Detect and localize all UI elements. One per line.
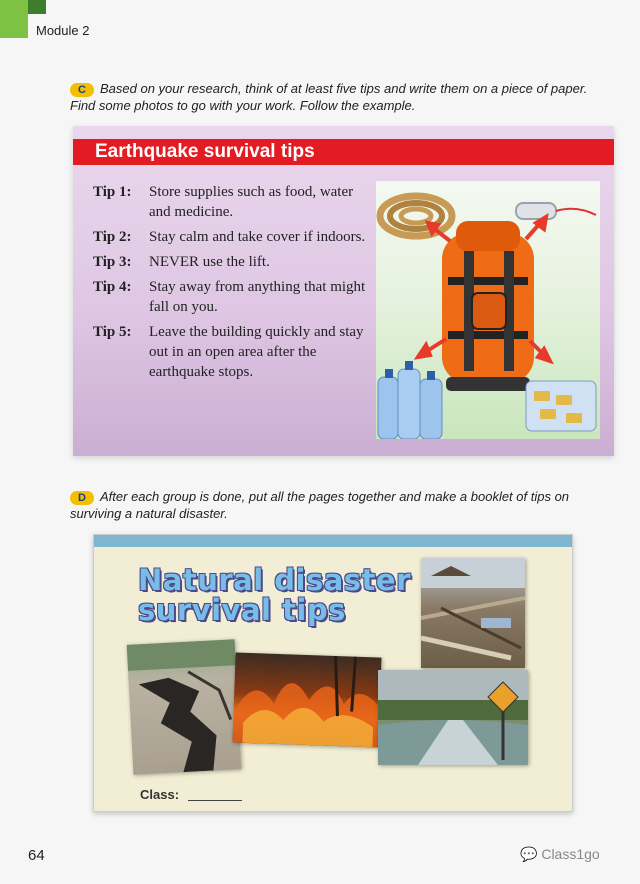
- tip-item: [93, 227, 368, 247]
- debris-illustration: [421, 558, 525, 668]
- page-number: 64: [28, 847, 45, 864]
- tip-label: Tip 2:: [93, 229, 132, 245]
- tip-item: [93, 277, 368, 317]
- section-c-badge: C: [70, 83, 94, 97]
- section-d-badge: D: [70, 491, 94, 505]
- food-pack-icon: [526, 381, 596, 431]
- cracked-road-photo: [127, 639, 242, 774]
- water-bottles-icon: [378, 361, 442, 439]
- earthquake-tips-panel: [73, 126, 614, 456]
- tip-label: Tip 1:: [93, 184, 132, 200]
- cracked-road-illustration: [127, 639, 242, 774]
- backpack-icon: [442, 221, 534, 391]
- rope-icon: [380, 196, 452, 236]
- instruction-d-text: After each group is done, put all the pages together and make a booklet of tips on surviving a natural disaster.: [70, 489, 570, 521]
- tip-text: Leave the building quickly and stay out in an open area after the earthquake stops.: [149, 324, 364, 380]
- wildfire-illustration: [232, 652, 381, 747]
- chat-icon: 💬: [520, 846, 538, 862]
- tip-text: NEVER use the lift.: [149, 254, 270, 270]
- tip-text: Stay away from anything that might fall on you.: [149, 279, 366, 315]
- tip-item: [93, 322, 368, 382]
- earthquake-header-bar: [73, 139, 614, 165]
- instruction-c-text: Based on your research, think of at least five tips and write them on a piece of paper. Find some photos to go with your work. Follow the example.: [70, 81, 588, 113]
- debris-photo: [421, 558, 525, 668]
- wildfire-photo: [232, 652, 381, 747]
- whistle-icon: [516, 203, 596, 219]
- corner-accent-dark: [28, 0, 46, 14]
- booklet-title-line1: Natural disaster: [138, 563, 411, 597]
- flooded-road-photo: [378, 670, 528, 765]
- watermark-text: Class1go: [541, 846, 600, 862]
- tip-label: Tip 5:: [93, 324, 132, 340]
- watermark: [520, 846, 600, 863]
- booklet-stripe: [94, 535, 572, 547]
- survival-kit-photo: [376, 181, 600, 439]
- tip-label: Tip 4:: [93, 279, 132, 295]
- instruction-c: [70, 80, 590, 114]
- tips-list: [93, 182, 368, 387]
- tip-item: [93, 252, 368, 272]
- tip-label: Tip 3:: [93, 254, 132, 270]
- booklet-cover: [93, 534, 573, 812]
- tip-item: [93, 182, 368, 222]
- instruction-d: [70, 488, 610, 522]
- flooded-road-illustration: [378, 670, 528, 765]
- class-blank-line: [188, 800, 242, 801]
- corner-accent: [0, 0, 28, 38]
- survival-kit-illustration: [376, 181, 600, 439]
- module-label: Module 2: [36, 23, 90, 38]
- tip-text: Store supplies such as food, water and medicine.: [149, 184, 354, 220]
- class-label: Class:: [140, 787, 180, 802]
- booklet-title-line2: survival tips: [138, 593, 346, 627]
- earthquake-title: Earthquake survival tips: [95, 141, 315, 162]
- tip-text: Stay calm and take cover if indoors.: [149, 229, 366, 245]
- booklet-title: [138, 565, 411, 625]
